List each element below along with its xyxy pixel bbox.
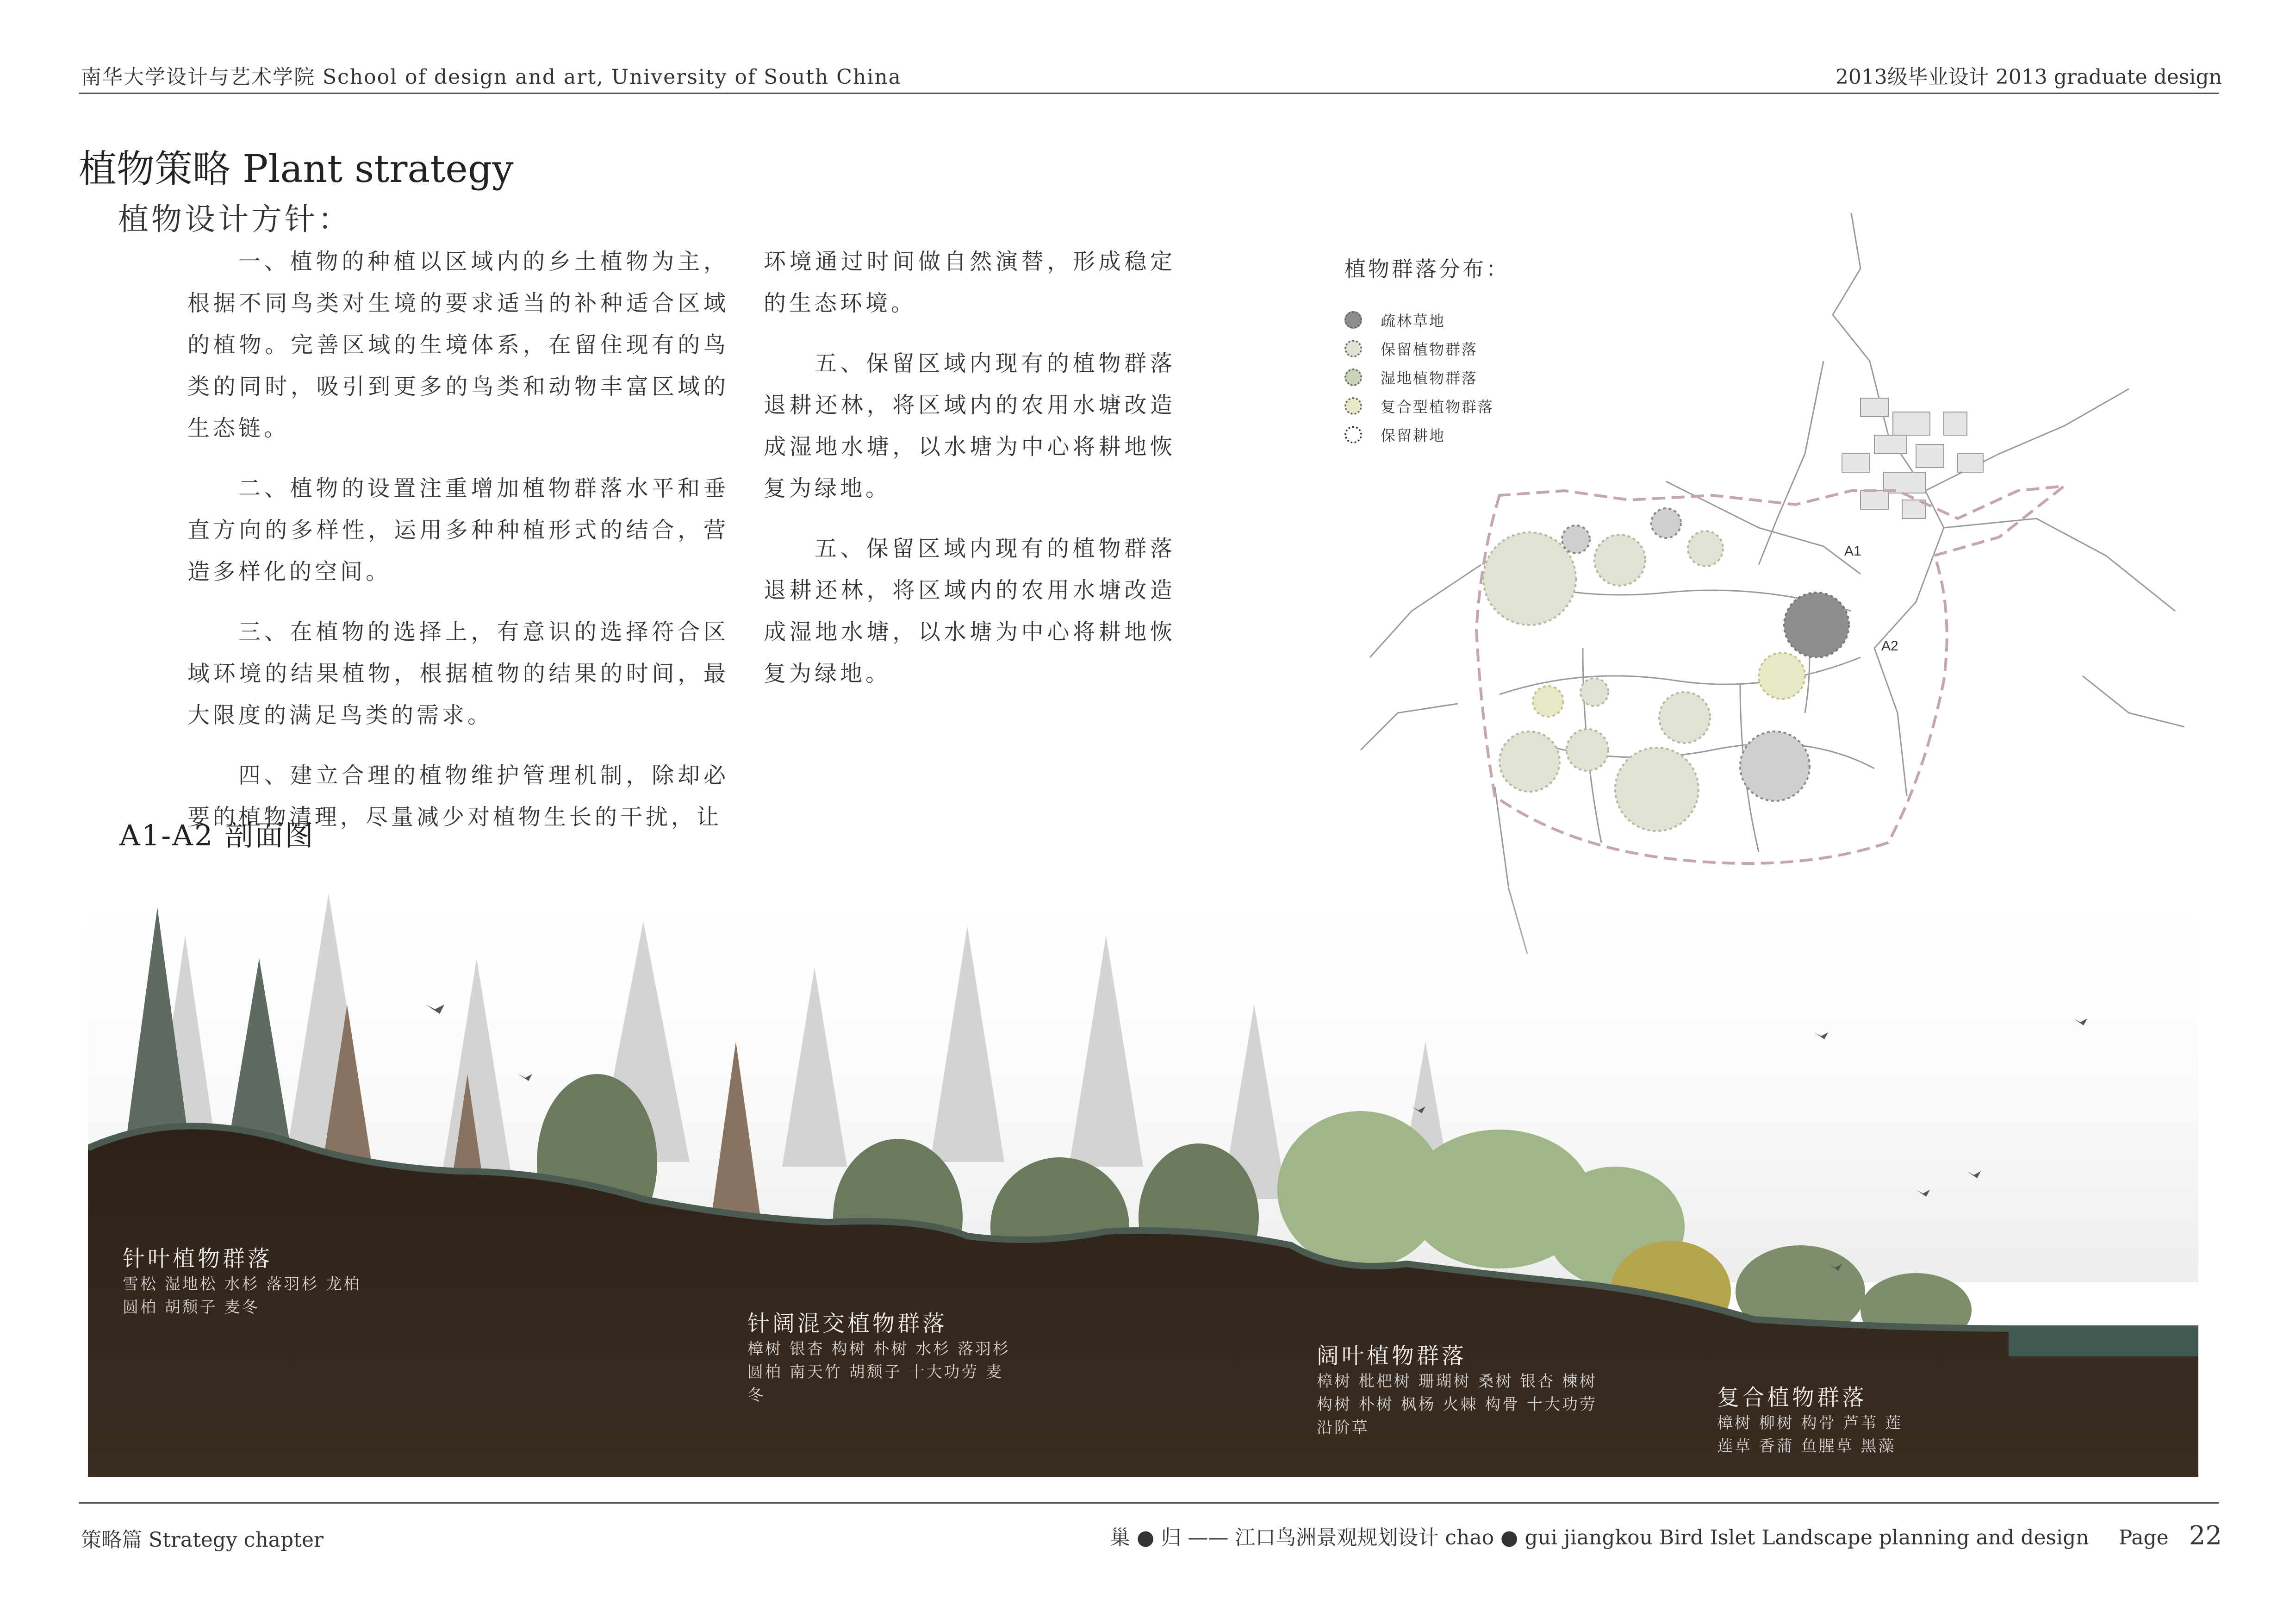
- community-name: 针阔混交植物群落: [747, 1311, 948, 1337]
- section-drawing: [88, 866, 2198, 1477]
- paragraph: 环境通过时间做自然演替，形成稳定的生态环境。: [764, 249, 1176, 316]
- page-number: 22: [2189, 1521, 2222, 1551]
- species-line: 樟树 银杏 构树 朴树 水杉 落羽杉: [747, 1340, 1011, 1358]
- page-title: 植物策略 Plant strategy: [79, 147, 514, 191]
- paragraph: 三、在植物的选择上，有意识的选择符合区域环境的结果植物，根据植物的结果的时间，最大限度的满足鸟类的需求。: [187, 619, 729, 728]
- legend-label: 疏林草地: [1381, 312, 1446, 330]
- paragraph: 四、建立合理的植物维护管理机制，除却必要的植物清理，尽量减少对植物生长的干扰，让: [187, 762, 729, 830]
- species-line: 构树 朴树 枫杨 火棘 构骨 十大功劳: [1317, 1395, 1598, 1414]
- section-title: A1-A2 剖面图: [119, 818, 315, 852]
- top-rule: [79, 93, 2219, 94]
- community-name: 复合植物群落: [1717, 1385, 1867, 1411]
- plant-community-map: [1342, 194, 2245, 981]
- species-line: 沿阶草: [1317, 1418, 1369, 1437]
- legend-label: 湿地植物群落: [1381, 369, 1478, 387]
- community-name: 阔叶植物群落: [1317, 1343, 1467, 1369]
- paragraph: 二、植物的设置注重增加植物群落水平和垂直方向的多样性，运用多种种植形式的结合，营造多样化的空间。: [187, 475, 729, 585]
- bottom-rule: [79, 1502, 2219, 1504]
- paragraph: 一、植物的种植以区域内的乡土植物为主，根据不同鸟类对生境的要求适当的补种适合区域的植物。完善区域的生境体系，在留住现有的鸟类的同时，吸引到更多的鸟类和动物丰富区域的生态链。: [187, 249, 729, 441]
- species-line: 莲草 香蒲 鱼腥草 黑藻: [1717, 1437, 1896, 1455]
- footer-chapter: 策略篇 Strategy chapter: [81, 1528, 324, 1552]
- legend-title: 植物群落分布：: [1344, 256, 1510, 281]
- page-label: Page: [2118, 1526, 2169, 1549]
- paragraph: 五、保留区域内现有的植物群落退耕还林，将区域内的农用水塘改造成湿地水塘，以水塘为中心将耕地恢复为绿地。: [764, 350, 1176, 501]
- species-line: 雪松 湿地松 水杉 落羽杉 龙柏: [123, 1275, 361, 1293]
- section-label-composite: [1717, 1380, 1903, 1458]
- footer-project-title: 巢 ● 归 —— 江口鸟洲景观规划设计 chao ● gui jiangkou Bird Islet Landscape planning and design: [1110, 1526, 2089, 1549]
- legend-label: 保留植物群落: [1381, 341, 1478, 358]
- section-label-broadleaf: [1317, 1338, 1597, 1439]
- footer-project: [1110, 1521, 2222, 1551]
- header-project: 2013级毕业设计 2013 graduate design: [1835, 65, 2222, 89]
- legend-label: 复合型植物群落: [1381, 398, 1494, 416]
- paragraph: 五、保留区域内现有的植物群落退耕还林，将区域内的农用水塘改造成湿地水塘，以水塘为中心将耕地恢复为绿地。: [764, 536, 1176, 687]
- community-name: 针叶植物群落: [123, 1246, 273, 1272]
- species-line: 冬: [747, 1386, 765, 1405]
- header-school: 南华大学设计与艺术学院 School of design and art, University of South China: [81, 65, 902, 89]
- species-line: 樟树 柳树 构骨 芦苇 莲: [1717, 1414, 1903, 1432]
- legend-label: 保留耕地: [1381, 427, 1446, 444]
- species-line: 圆柏 南天竹 胡颓子 十大功劳 麦: [747, 1363, 1004, 1381]
- map-marker-a2: A2: [1881, 638, 1898, 654]
- text-column-left: [187, 241, 729, 856]
- subtitle: 植物设计方针：: [118, 201, 351, 237]
- section-label-coniferous: [123, 1241, 361, 1319]
- species-line: 樟树 枇杷树 珊瑚树 桑树 银杏 楝树: [1317, 1372, 1598, 1391]
- species-line: 圆柏 胡颓子 麦冬: [123, 1298, 260, 1317]
- text-column-right: [764, 241, 1176, 713]
- map-marker-a1: A1: [1844, 543, 1861, 559]
- section-label-mixed: [747, 1305, 1010, 1407]
